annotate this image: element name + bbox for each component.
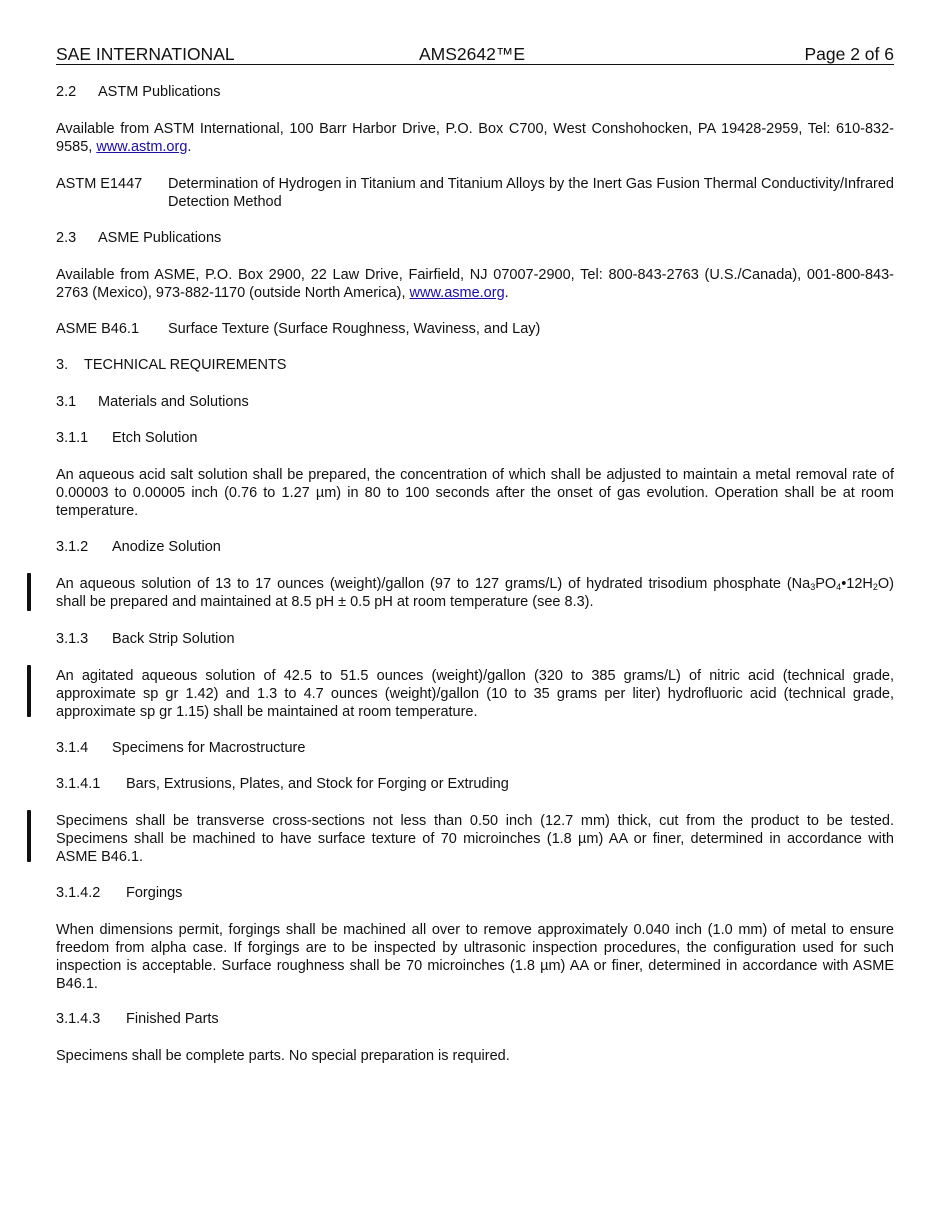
asme-website-link[interactable]: www.asme.org — [409, 285, 505, 301]
header-org: SAE INTERNATIONAL — [56, 44, 235, 64]
header-doc-id: AMS2642™E — [419, 44, 526, 64]
back-strip-solution-paragraph: An agitated aqueous solution of 42.5 to 51.5 ounces (weight)/gallon (320 to 385 grams/L) of nitric acid (technical grade, approximate sp gr 1.42) and 1.3 to 4.7 ounces (weight)/gallon (10 to 35 grams per liter) hydrofluoric acid (technical grade, approximate sp gr 1.15) shall be maintained at room temperature. — [56, 668, 894, 720]
etch-solution-paragraph: An aqueous acid salt solution shall be prepared, the concentration of which shall be adjusted to maintain a metal removal rate of 0.00003 to 0.00005 inch (0.76 to 1.27 µm) in 80 to 100 seconds after the onset of gas evolution. Operation shall be at room temperature. — [56, 467, 894, 519]
reference-description: Surface Texture (Surface Roughness, Waviness, and Lay) — [168, 321, 541, 337]
forgings-paragraph: When dimensions permit, forgings shall be machined all over to remove approximately 0.040 inch (1.0 mm) of metal to ensure freedom from alpha case. If forgings are to be inspected by ultrasonic inspection procedures, the configuration used for such inspection is acceptable. Surface roughness shall be 70 microinches (1.8 µm) AA or finer, determined in accordance with ASME B46.1. — [56, 922, 894, 992]
document-page — [56, 44, 894, 1064]
heading-3-1: 3.1 Materials and Solutions — [56, 394, 249, 410]
asme-b46-reference — [56, 320, 894, 338]
heading-2-2: 2.2 ASTM Publications — [56, 84, 221, 100]
heading-3-1-4-2: 3.1.4.2 Forgings — [56, 885, 183, 901]
page-header — [56, 44, 894, 65]
reference-description: Determination of Hydrogen in Titanium and Titanium Alloys by the Inert Gas Fusion Thermal Conductivity/Infrared Detection Method — [168, 176, 894, 210]
bars-specimens-paragraph: Specimens shall be transverse cross-sections not less than 0.50 inch (12.7 mm) thick, cut from the product to be tested. Specimens shall be machined to have surface texture of 70 microinches (1.8 µm) AA or finer, determined in accordance with ASME B46.1. — [56, 813, 894, 865]
reference-code: ASME B46.1 — [56, 321, 140, 337]
finished-parts-paragraph: Specimens shall be complete parts. No special preparation is required. — [56, 1048, 510, 1064]
revision-change-bar — [27, 573, 31, 611]
asme-availability-paragraph: Available from ASME, P.O. Box 2900, 22 Law Drive, Fairfield, NJ 07007-2900, Tel: 800-843-2763 (U.S./Canada), 001-800-843-2763 (Mexico), 973-882-1170 (outside North America), www.asme.org. — [56, 267, 894, 301]
astm-website-link[interactable]: www.astm.org — [96, 139, 188, 155]
heading-3: 3. TECHNICAL REQUIREMENTS — [56, 357, 287, 373]
reference-code: ASTM E1447 — [56, 176, 143, 192]
revision-change-bar — [27, 665, 31, 717]
astm-e1447-reference — [56, 175, 894, 211]
heading-3-1-4-1: 3.1.4.1 Bars, Extrusions, Plates, and Stock for Forging or Extruding — [56, 776, 509, 792]
revision-change-bar — [27, 810, 31, 862]
heading-2-3: 2.3 ASME Publications — [56, 230, 222, 246]
heading-3-1-2: 3.1.2 Anodize Solution — [56, 539, 221, 555]
heading-3-1-3: 3.1.3 Back Strip Solution — [56, 631, 235, 647]
heading-3-1-1: 3.1.1 Etch Solution — [56, 430, 198, 446]
heading-3-1-4-3: 3.1.4.3 Finished Parts — [56, 1011, 219, 1027]
astm-availability-paragraph: Available from ASTM International, 100 Barr Harbor Drive, P.O. Box C700, West Conshohocken, PA 19428-2959, Tel: 610-832-9585, www.astm.org. — [56, 121, 894, 155]
heading-3-1-4: 3.1.4 Specimens for Macrostructure — [56, 740, 306, 756]
header-page-number: Page 2 of 6 — [804, 44, 894, 64]
anodize-solution-paragraph: An aqueous solution of 13 to 17 ounces (weight)/gallon (97 to 127 grams/L) of hydrated trisodium phosphate $(Na_3PO_4•12H_2O)$ shall be prepared and maintained at 8.5 pH ± 0.5 pH at room temperature (see 8.3). — [56, 576, 894, 610]
